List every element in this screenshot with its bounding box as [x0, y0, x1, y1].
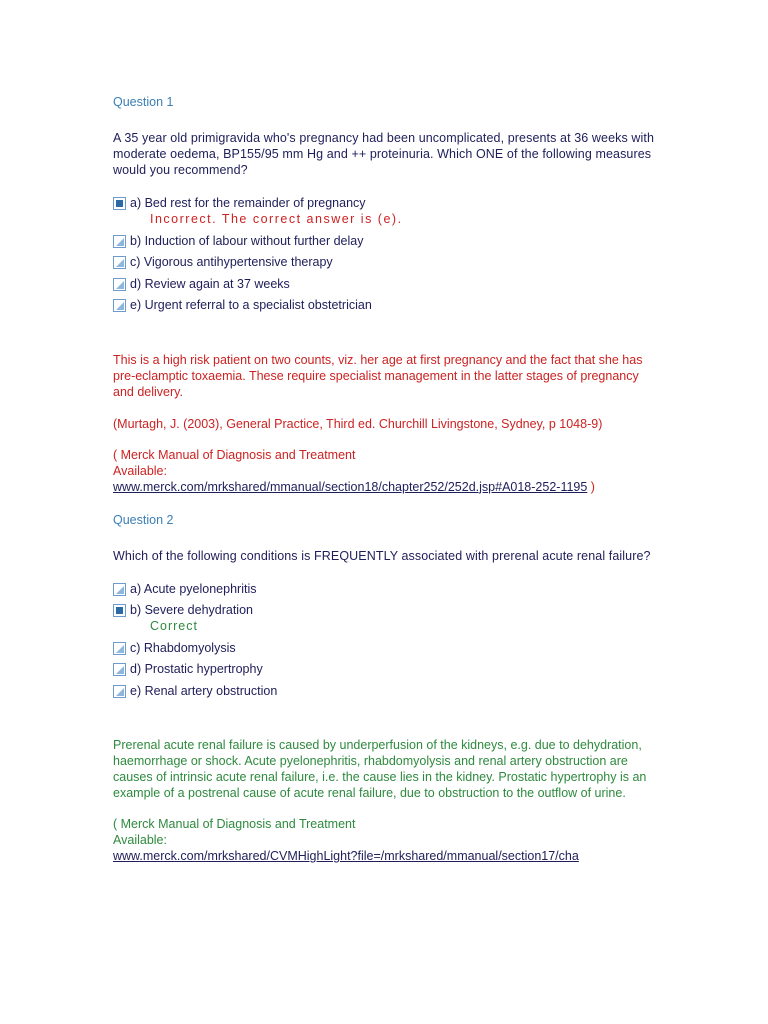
q2-option-c[interactable]: [113, 640, 658, 656]
merck-link[interactable]: www.merck.com/mrkshared/mmanual/section18/chapter252/252d.jsp#A018-252-1195: [113, 479, 588, 494]
text-part: Which of the following conditions is: [113, 548, 315, 563]
question-1-heading: Question 1: [113, 95, 174, 109]
checkbox-icon[interactable]: [113, 299, 126, 312]
answer-feedback: Correct: [150, 619, 198, 633]
option-label: a) Acute pyelonephritis: [130, 581, 257, 596]
q1-option-a[interactable]: [113, 195, 658, 227]
available-label: Available:: [113, 833, 167, 847]
available-label: Available:: [113, 463, 167, 478]
option-label: b) Severe dehydration: [130, 603, 253, 617]
quiz-page: [113, 94, 658, 864]
checkbox-icon[interactable]: [113, 685, 126, 698]
question-1: [113, 94, 658, 495]
checkbox-icon[interactable]: [113, 642, 126, 655]
question-1-options: [113, 195, 658, 313]
question-1-explanation: This is a high risk patient on two counts, viz. her age at first pregnancy and the fact that she has pre-eclamptic toxaemia. These require specialist management in the latter stages of pregnancy and delivery.: [113, 352, 643, 399]
question-1-merck-reference: [113, 447, 658, 495]
option-label: e) Urgent referral to a specialist obstetrician: [130, 298, 372, 312]
question-2-merck-reference: [113, 816, 658, 864]
merck-intro: ( Merck Manual of Diagnosis and Treatment: [113, 447, 356, 462]
q1-option-e[interactable]: [113, 297, 658, 313]
checkbox-icon[interactable]: [113, 663, 126, 676]
question-2-heading: Question 2: [113, 512, 174, 527]
question-1-text: A 35 year old primigravida who's pregnancy had been uncomplicated, presents at 36 weeks with moderate oedema, BP155/95 mm Hg and ++ proteinuria. Which ONE of the following measures would you recommend?: [113, 131, 655, 177]
option-label: e) Renal artery obstruction: [130, 683, 278, 698]
option-label: d) Prostatic hypertrophy: [130, 662, 263, 676]
merck-link[interactable]: www.merck.com/mrkshared/CVMHighLight?file=/mrkshared/mmanual/section17/cha: [113, 849, 579, 863]
q2-option-a[interactable]: [113, 581, 658, 597]
question-2-text: [113, 548, 658, 564]
text-part: associated with prerenal acute renal failure?: [397, 548, 651, 563]
option-label: c) Vigorous antihypertensive therapy: [130, 255, 333, 269]
checkbox-icon[interactable]: [113, 256, 126, 269]
text-emphasis: FREQUENTLY: [314, 548, 398, 563]
checkbox-icon[interactable]: [113, 278, 126, 291]
checkbox-icon[interactable]: [113, 235, 126, 248]
option-label: a) Bed rest for the remainder of pregnancy: [130, 196, 366, 210]
merck-intro: ( Merck Manual of Diagnosis and Treatment: [113, 817, 356, 831]
checkbox-selected-icon[interactable]: [113, 197, 126, 210]
q1-option-d[interactable]: [113, 276, 658, 292]
q1-option-c[interactable]: [113, 254, 658, 270]
q2-option-d[interactable]: [113, 661, 658, 677]
q2-option-b[interactable]: [113, 602, 658, 634]
option-label: c) Rhabdomyolysis: [130, 640, 236, 655]
q1-option-b[interactable]: [113, 233, 658, 249]
checkbox-icon[interactable]: [113, 583, 126, 596]
link-close: ): [587, 479, 595, 494]
option-label: b) Induction of labour without further delay: [130, 233, 364, 248]
checkbox-selected-icon[interactable]: [113, 604, 126, 617]
question-2: [113, 512, 658, 865]
question-1-reference: (Murtagh, J. (2003), General Practice, Third ed. Churchill Livingstone, Sydney, p 1048-9): [113, 416, 603, 431]
q2-option-e[interactable]: [113, 683, 658, 699]
option-label: d) Review again at 37 weeks: [130, 276, 290, 291]
question-2-explanation: Prerenal acute renal failure is caused by underperfusion of the kidneys, e.g. due to dehydration, haemorrhage or shock. Acute pyelonephritis, rhabdomyolysis and renal artery obstruction are causes of intrinsic acute renal failure, i.e. the cause lies in the kidney. Prostatic hypertrophy is an example of a postrenal cause of acute renal failure, due to obstruction to the outflow of urine.: [113, 738, 647, 800]
question-2-options: [113, 581, 658, 699]
answer-feedback: Incorrect. The correct answer is (e).: [150, 212, 403, 226]
